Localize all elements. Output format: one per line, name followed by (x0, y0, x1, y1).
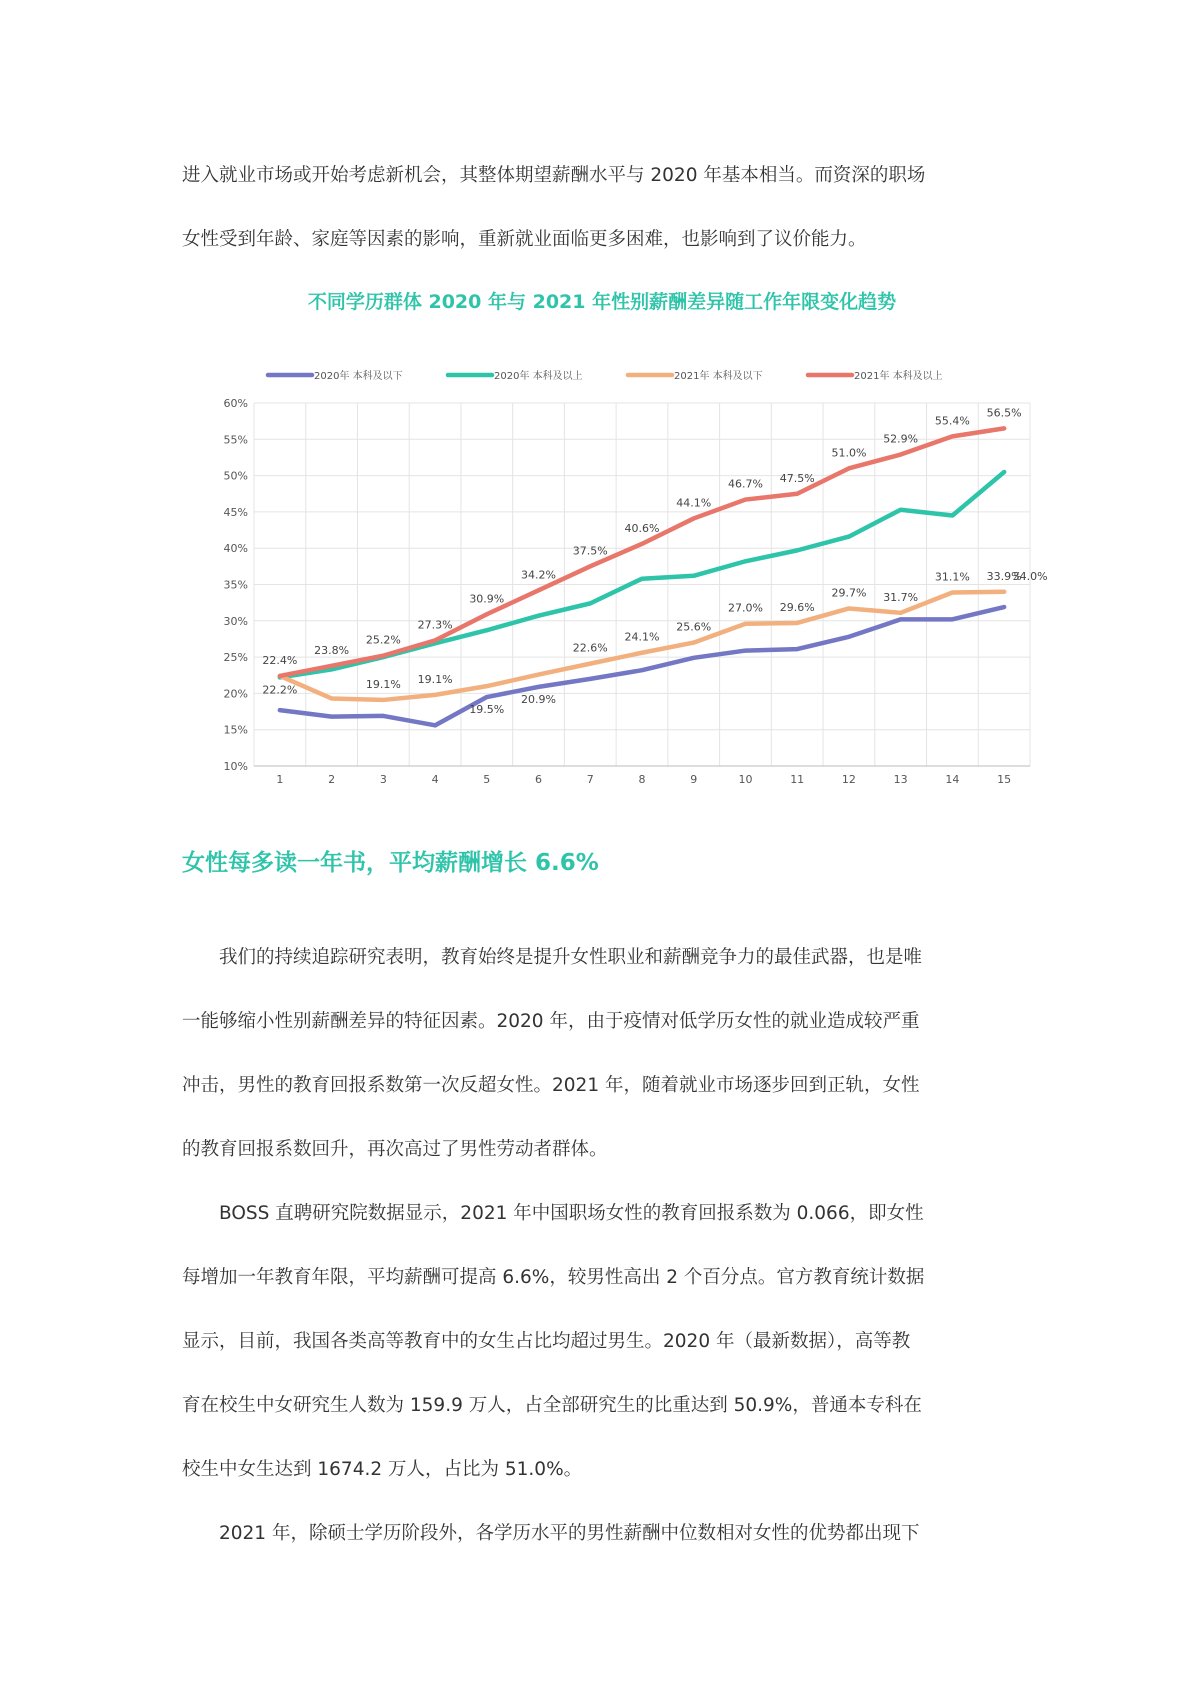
data-point (950, 434, 954, 438)
data-label: 23.8% (314, 643, 350, 657)
data-point (381, 714, 385, 718)
data-label: 29.6% (779, 600, 815, 614)
data-point (537, 614, 541, 618)
data-point (588, 601, 592, 605)
data-point (950, 617, 954, 621)
data-label: 24.1% (624, 630, 660, 644)
data-point (950, 514, 954, 518)
legend-label: 2021年 本科及以上 (854, 371, 943, 382)
x-tick-label: 10 (738, 773, 753, 786)
x-tick-label: 12 (841, 773, 856, 786)
data-point (485, 628, 489, 632)
chart-legend (268, 369, 943, 382)
data-label: 27.0% (727, 601, 763, 615)
data-point (795, 492, 799, 496)
data-label: 52.9% (883, 432, 919, 446)
data-label: 47.5% (779, 471, 815, 485)
data-label: 25.6% (676, 620, 712, 634)
data-point (537, 673, 541, 677)
data-point (899, 508, 903, 512)
data-label: 27.3% (417, 618, 453, 632)
data-label: 20.9% (521, 692, 557, 706)
data-point (950, 590, 954, 594)
data-label: 29.7% (831, 586, 867, 600)
series-line (280, 607, 1004, 725)
paragraph-line: 显示，目前，我国各类高等教育中的女生占比均超过男生。2020 年（最新数据），高等教 (182, 1331, 911, 1352)
y-tick-label: 55% (223, 433, 248, 447)
x-tick-label: 13 (893, 773, 908, 786)
data-label: 31.7% (883, 590, 919, 604)
data-point (588, 564, 592, 568)
data-point (433, 693, 437, 697)
data-point (743, 559, 747, 563)
x-tick-label: 6 (535, 773, 543, 786)
data-label: 31.1% (934, 570, 970, 584)
data-label: 56.5% (986, 406, 1022, 420)
data-point (847, 635, 851, 639)
legend-label: 2020年 本科及以上 (494, 371, 583, 382)
legend-label: 2020年 本科及以下 (314, 371, 403, 382)
paragraph-line: 我们的持续追踪研究表明，教育始终是提升女性职业和薪酬竞争力的最佳武器，也是唯 (182, 947, 923, 968)
data-point (795, 647, 799, 651)
data-point (743, 622, 747, 626)
paragraph-line: 2021 年，除硕士学历阶段外，各学历水平的男性薪酬中位数相对女性的优势都出现下 (182, 1523, 920, 1544)
x-tick-label: 2 (328, 773, 336, 786)
x-tick-label: 3 (379, 773, 387, 786)
data-point (485, 684, 489, 688)
data-point (588, 677, 592, 681)
data-point (640, 651, 644, 655)
paragraph-line: BOSS 直聘研究院数据显示，2021 年中国职场女性的教育回报系数为 0.066，即女性 (182, 1203, 924, 1224)
y-tick-label: 45% (223, 505, 248, 519)
data-point (537, 588, 541, 592)
data-label: 51.0% (831, 446, 867, 460)
data-point (537, 685, 541, 689)
data-point (847, 466, 851, 470)
data-point (330, 696, 334, 700)
data-point (899, 611, 903, 615)
data-point (692, 656, 696, 660)
data-label: 19.5% (469, 703, 505, 717)
paragraph-line: 育在校生中女研究生人数为 159.9 万人，占全部研究生的比重达到 50.9%，普通本专科在 (182, 1395, 922, 1416)
data-label: 22.2% (262, 683, 298, 697)
paragraph-line: 进入就业市场或开始考虑新机会，其整体期望薪酬水平与 2020 年基本相当。而资深的职场 (182, 165, 926, 186)
data-point (847, 535, 851, 539)
data-point (692, 574, 696, 578)
y-tick-label: 20% (223, 687, 248, 701)
y-tick-label: 35% (223, 578, 248, 592)
data-point (588, 662, 592, 666)
data-point (1002, 426, 1006, 430)
data-point (692, 641, 696, 645)
data-label: 44.1% (676, 496, 712, 510)
data-point (278, 674, 282, 678)
data-point (433, 638, 437, 642)
paragraph-line: 一能够缩小性别薪酬差异的特征因素。2020 年，由于疫情对低学历女性的就业造成较严重 (182, 1011, 920, 1032)
x-tick-label: 11 (790, 773, 805, 786)
y-tick-label: 15% (223, 723, 248, 737)
data-point (899, 617, 903, 621)
data-point (899, 453, 903, 457)
paragraph-line: 冲击，男性的教育回报系数第一次反超女性。2021 年，随着就业市场逐步回到正轨，女性 (182, 1075, 920, 1096)
data-point (1002, 590, 1006, 594)
y-tick-label: 40% (223, 542, 248, 556)
x-tick-label: 4 (431, 773, 439, 786)
data-label: 40.6% (624, 521, 660, 535)
data-point (795, 621, 799, 625)
data-label: 30.9% (469, 592, 505, 606)
data-point (692, 516, 696, 520)
line-chart (0, 0, 1200, 800)
data-point (330, 664, 334, 668)
x-tick-label: 1 (276, 773, 284, 786)
data-point (330, 715, 334, 719)
y-tick-label: 25% (223, 651, 248, 665)
x-tick-label: 14 (945, 773, 960, 786)
y-tick-label: 60% (223, 397, 248, 410)
data-point (743, 649, 747, 653)
data-point (433, 723, 437, 727)
data-label: 25.2% (365, 633, 401, 647)
data-label: 19.1% (365, 677, 401, 691)
y-tick-label: 10% (223, 760, 248, 773)
data-label: 19.1% (417, 672, 453, 686)
data-label: 34.2% (521, 568, 557, 582)
x-tick-label: 7 (586, 773, 594, 786)
data-point (743, 498, 747, 502)
section-heading: 女性每多读一年书，平均薪酬增长 6.6% (182, 850, 599, 876)
data-point (640, 542, 644, 546)
data-point (485, 612, 489, 616)
data-label: 34.0% (1012, 569, 1048, 583)
data-point (1002, 605, 1006, 609)
data-label: 37.5% (572, 544, 608, 558)
data-label: 33.9% (986, 569, 1022, 583)
data-point (640, 668, 644, 672)
legend-label: 2021年 本科及以下 (674, 371, 763, 382)
paragraph-line: 女性受到年龄、家庭等因素的影响，重新就业面临更多困难，也影响到了议价能力。 (182, 229, 867, 250)
data-label: 55.4% (934, 414, 970, 428)
x-tick-label: 8 (638, 773, 646, 786)
y-tick-label: 30% (223, 614, 248, 628)
data-point (795, 548, 799, 552)
data-point (640, 577, 644, 581)
data-point (278, 708, 282, 712)
y-tick-label: 50% (223, 469, 248, 483)
x-tick-label: 9 (690, 773, 698, 786)
data-point (847, 606, 851, 610)
chart-data-labels (262, 406, 1047, 716)
data-label: 46.7% (727, 477, 763, 491)
chart-grid (254, 403, 1030, 766)
chart-title: 不同学历群体 2020 年与 2021 年性别薪酬差异随工作年限变化趋势 (307, 291, 897, 313)
data-point (381, 654, 385, 658)
data-label: 22.6% (572, 641, 608, 655)
x-tick-label: 5 (483, 773, 491, 786)
x-tick-label: 15 (997, 773, 1012, 786)
data-label: 22.4% (262, 653, 298, 667)
data-point (381, 698, 385, 702)
paragraph-line: 每增加一年教育年限，平均薪酬可提高 6.6%，较男性高出 2 个百分点。官方教育统计数据 (182, 1267, 925, 1288)
paragraph-line: 的教育回报系数回升，再次高过了男性劳动者群体。 (182, 1139, 608, 1160)
data-point (485, 695, 489, 699)
data-point (1002, 470, 1006, 474)
paragraph-line: 校生中女生达到 1674.2 万人，占比为 51.0%。 (182, 1459, 583, 1480)
